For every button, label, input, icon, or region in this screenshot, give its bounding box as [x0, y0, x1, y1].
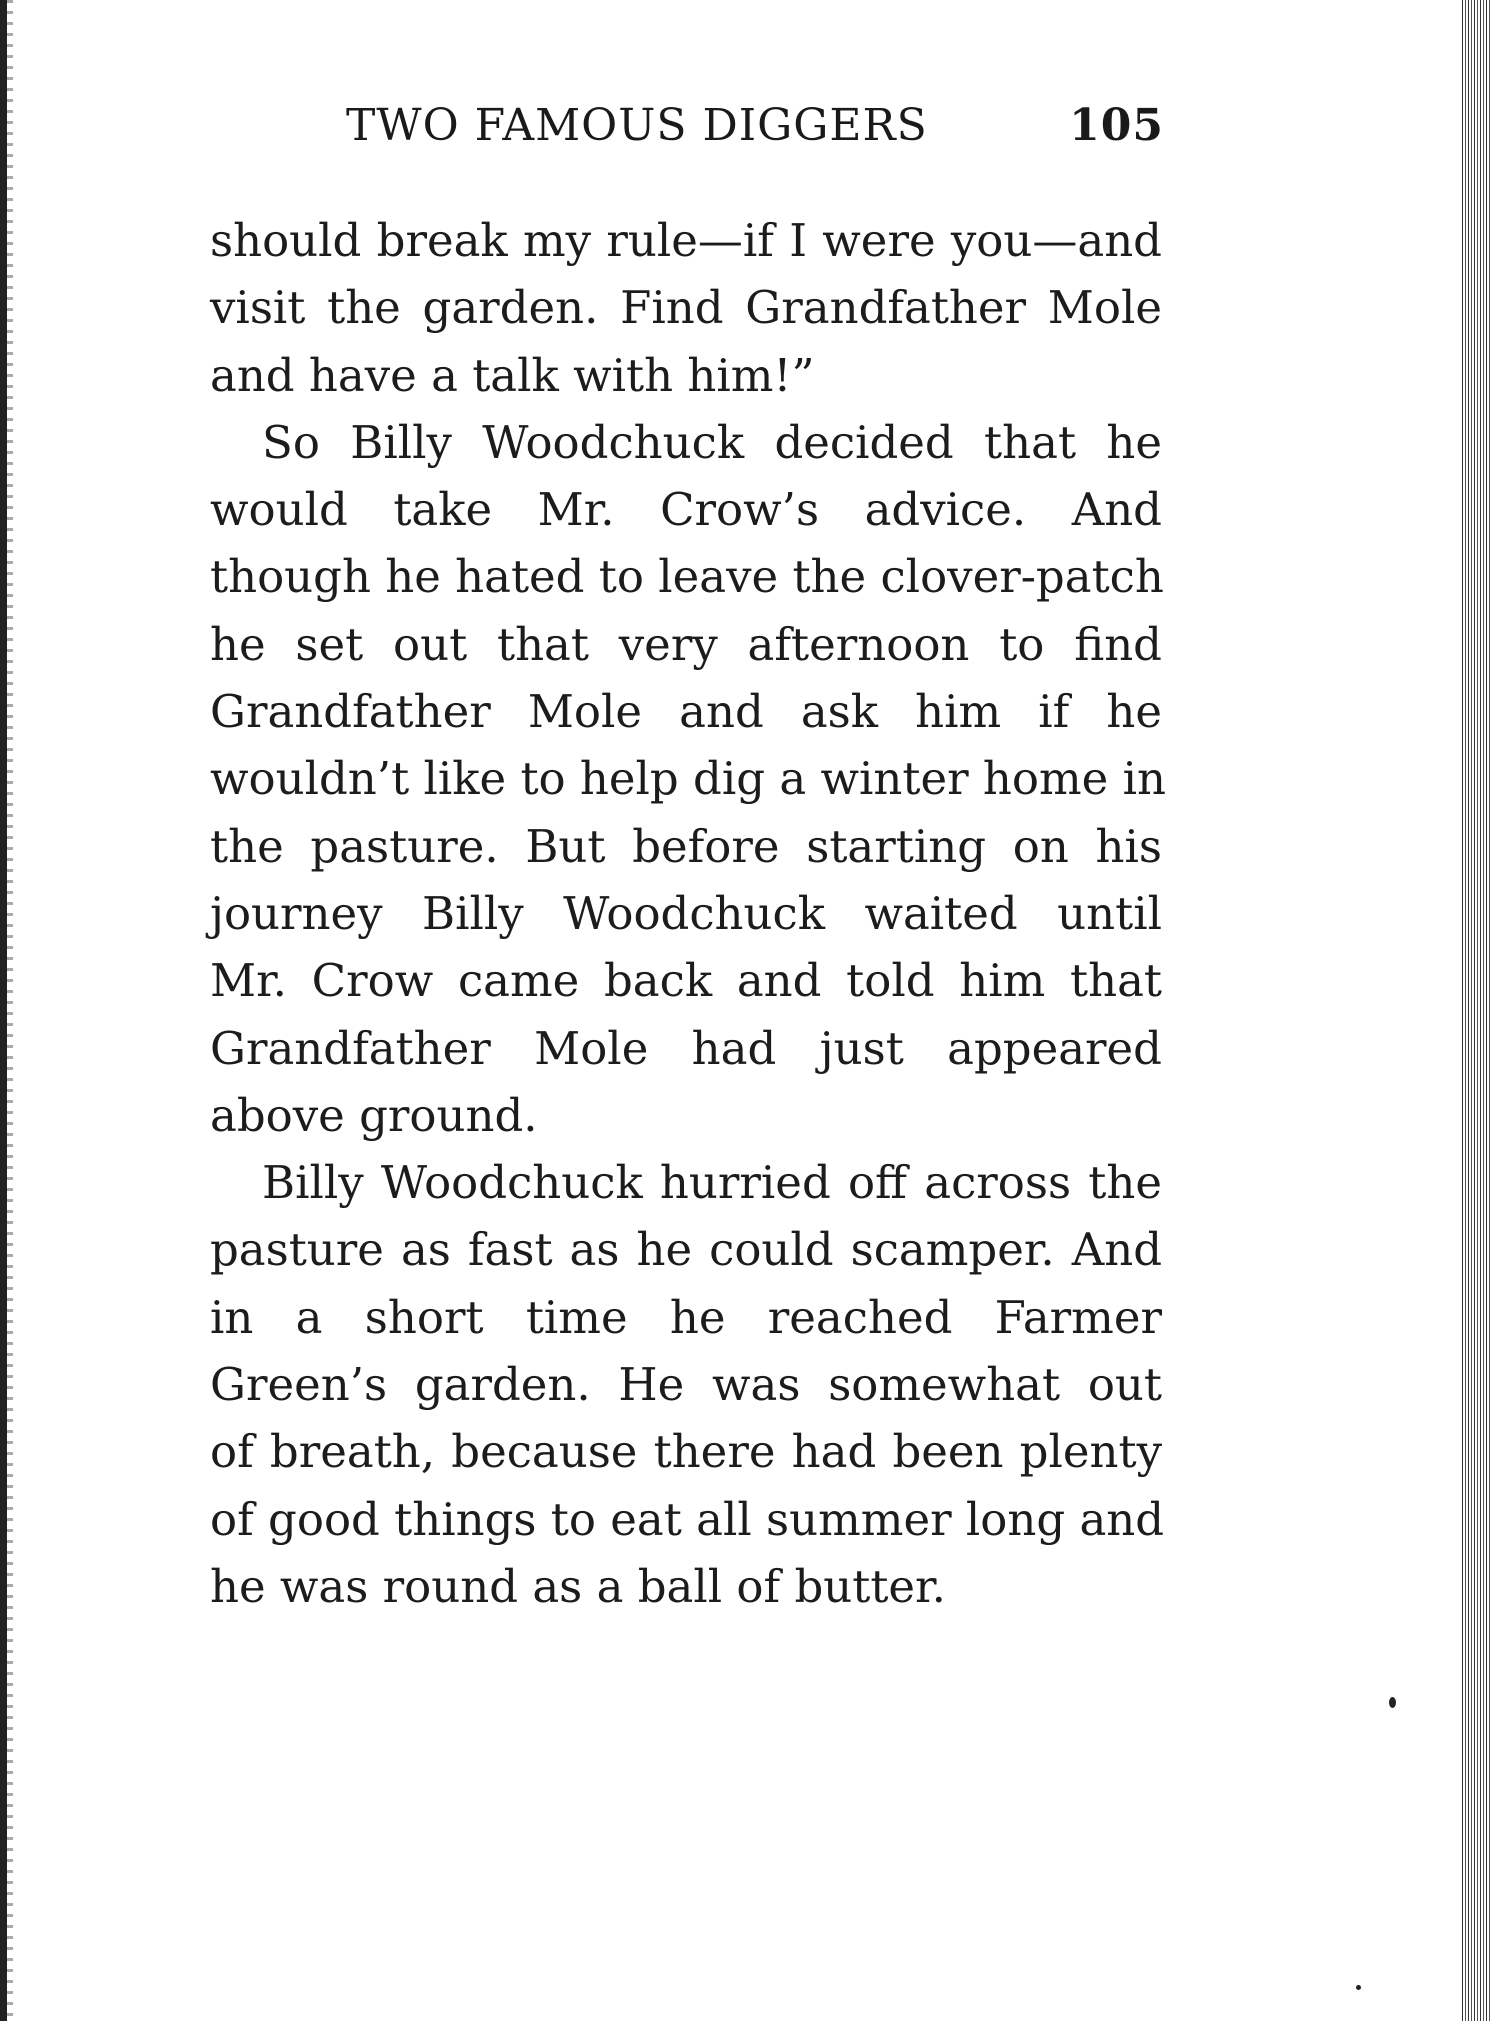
page-number: 105 [1069, 100, 1164, 151]
binding-edge [0, 0, 7, 2021]
text-line: Grandfather Mole had just appeared [210, 1021, 1162, 1075]
text-line: Billy Woodchuck hurried off across the [262, 1156, 1162, 1210]
text-line: of good things to eat all summer long and [210, 1492, 1165, 1546]
text-line: visit the garden. Find Grandfather Mole [210, 281, 1162, 335]
text-line: Mr. Crow came back and told him that [210, 954, 1162, 1008]
text-line: journey Billy Woodchuck waited until [210, 886, 1162, 940]
ink-speck [1356, 1985, 1361, 1990]
binding-edge-speckle [7, 0, 13, 2021]
running-header [346, 100, 1164, 160]
text-line: pasture as fast as he could scamper. And [210, 1223, 1162, 1277]
text-line: above ground. [210, 1088, 538, 1142]
text-line: would take Mr. Crow’s advice. And [210, 483, 1162, 537]
running-head-title: TWO FAMOUS DIGGERS [346, 100, 928, 151]
text-line: of breath, because there had been plenty [210, 1425, 1162, 1479]
text-line: wouldn’t like to help dig a winter home in [210, 752, 1166, 806]
text-line: and have a talk with him!” [210, 348, 815, 402]
text-line: the pasture. But before starting on his [210, 819, 1162, 873]
body-text [210, 207, 1166, 1620]
text-line: Grandfather Mole and ask him if he [210, 685, 1162, 739]
text-line: should break my rule—if I were you—and [210, 214, 1162, 267]
ink-speck [1389, 1697, 1396, 1708]
text-line: he set out that very afternoon to find [210, 617, 1162, 671]
text-line: So Billy Woodchuck decided that he [262, 415, 1162, 469]
text-line: in a short time he reached Farmer [210, 1290, 1162, 1344]
text-line: he was round as a ball of butter. [210, 1559, 946, 1613]
text-line: though he hated to leave the clover-patch [210, 550, 1164, 604]
text-line: Green’s garden. He was somewhat out [210, 1358, 1162, 1412]
page-gutter-lines [1462, 0, 1490, 2021]
